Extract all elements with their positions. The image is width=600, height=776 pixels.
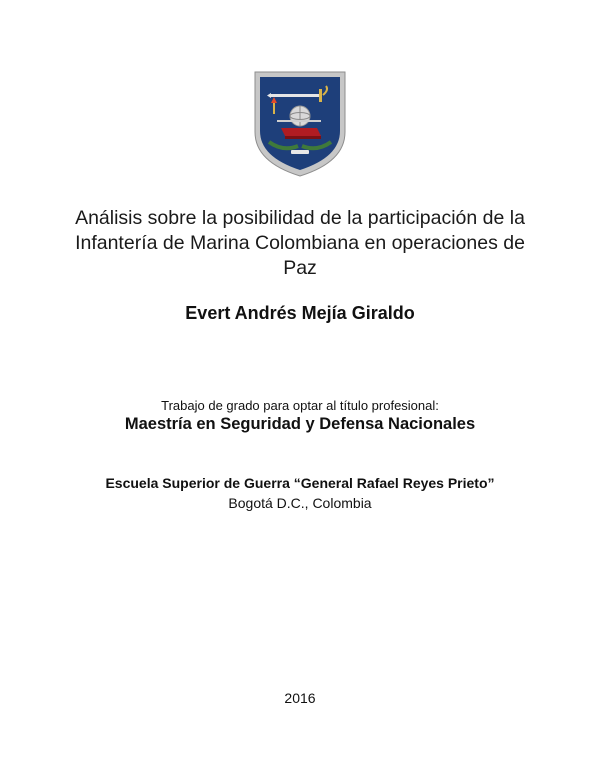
school-name: Escuela Superior de Guerra “General Rafael Reyes Prieto” [105,475,495,491]
thesis-title: Análisis sobre la posibilidad de la participación de la Infantería de Marina Colombiana en operaciones de Paz [75,207,525,279]
publication-year: 2016 [284,690,316,706]
author-name: Evert Andrés Mejía Giraldo [185,303,415,323]
city-name: Bogotá D.C., Colombia [228,495,372,511]
shield-crest-icon [253,70,347,178]
degree-name: Maestría en Seguridad y Defensa Nacionales [124,415,476,433]
thesis-label: Trabajo de grado para optar al título profesional: [161,398,439,413]
